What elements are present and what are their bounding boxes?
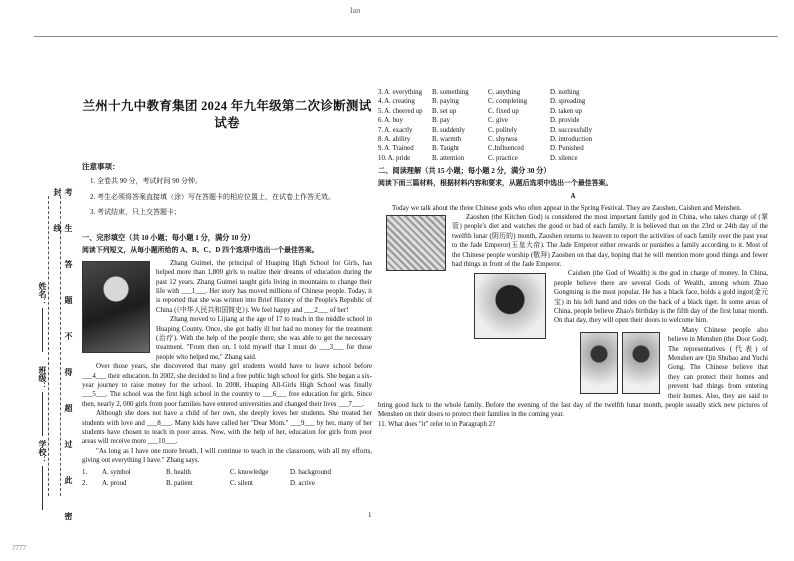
option-d[interactable]: D. background (290, 468, 331, 476)
question-options (378, 116, 768, 125)
option-c[interactable]: C. fixed up (488, 107, 519, 115)
option-c[interactable]: C. knowledge (230, 468, 269, 476)
note-item: 3. 考试结束，只上交答题卡； (90, 208, 181, 217)
question-options (378, 126, 768, 135)
school-label: 学校： (38, 440, 47, 464)
option-a[interactable] (378, 144, 432, 153)
class-label: 班级： (38, 366, 47, 390)
note-item: 1. 全卷共 90 分，考试时间 90 分钟。 (90, 177, 202, 186)
option-b[interactable]: B. health (166, 468, 191, 476)
option-a-text: A. Trained (384, 145, 414, 153)
cloze-paragraph: Over those years, she discovered that many girl students would have to leave school before ___4___ their education. In 2002, she decided to find a free public high school for girls. She began a six-year journey to raise money for the school. In 2008, Huaping All-Girls High School was finally ___5___. The school was the first high school in the country to ___6___ free education for girls. Since then, nearly 2, 000 girls from poor families have entered universities and changed their lives ___7___. (82, 363, 372, 408)
q-number: 5. (378, 107, 384, 115)
option-a-text: A. everything (384, 89, 423, 96)
top-mark: Ian (350, 6, 361, 15)
option-a[interactable] (378, 88, 432, 97)
name-blank[interactable] (42, 308, 43, 352)
option-a-text: A. ability (384, 135, 411, 143)
option-b[interactable]: B. attention (432, 154, 465, 162)
question-options (82, 479, 372, 488)
option-a[interactable]: A. symbol (102, 468, 131, 476)
left-column (82, 98, 372, 488)
option-a[interactable]: A. proud (102, 479, 127, 487)
reading-paragraph: Zaoshen (the Kitchen God) is considered the most important family god in China, who takes charge of (掌管) people's diet and watches the good or bad of each family. It is believed that on the 23rd or 24th day of the twelfth lunar (阴历的) month, Zaoshen returns to heaven to report the activities of each family over the past year to the Jade Emperor(玉皇大帝). The Jade Emperor either rewards or punishes a family according to it. Most of the Chinese people worship (敬拜) Zaoshen on that day, hoping that he will mention more good things and fewer bad things in front of the Jade Emperor. (452, 214, 768, 269)
page-number: 1 (368, 511, 372, 519)
option-d[interactable]: D. spreading (550, 98, 586, 106)
option-a[interactable] (378, 135, 432, 144)
q-number: 6. (378, 117, 384, 125)
q-number: 10. (378, 154, 387, 162)
question-11: 11. What does "it" refer to in Paragraph 2? (378, 420, 496, 428)
cloze-paragraph: Zhang moved to Lijiang at the age of 17 to teach in the middle school in Huaping County. Once, she got badly ill but had no money for the treatment (治疗). With the help of the people there, she was able to get the necessary treatment. "From then on, I told myself that I must do ___3___ for those people who helped me," Zhang said. (156, 316, 372, 361)
right-column (378, 88, 768, 429)
section1-heading: 一、完形填空（共 10 小题；每小题 1 分，满分 10 分） (82, 233, 255, 242)
option-b[interactable]: B. Taught (432, 145, 459, 153)
option-a[interactable] (378, 97, 432, 106)
school-field[interactable] (37, 440, 48, 510)
option-b[interactable]: B. suddenly (432, 126, 465, 134)
cloze-paragraph: Although she does not have a child of her own, she deeply loves her students. She treated her students with love and ___8___. Many kids have called her "Dear Mom." ___9___ by her, many of her students have chosen to teach in poor areas. Now, with the help of her, education for girls from poor areas will receive more ___10___. (82, 410, 372, 446)
option-b[interactable]: B. set up (432, 107, 457, 115)
question-options (378, 135, 768, 144)
kitchen-god-image (386, 215, 446, 271)
question-options (82, 468, 372, 477)
option-b[interactable]: B. pay (432, 117, 450, 125)
question-options (378, 88, 768, 97)
option-d[interactable]: D. nothing (550, 89, 580, 96)
section2-instruction: 阅读下面三篇材料，根据材料内容和要求，从题后选项中选出一个最佳答案。 (378, 179, 613, 187)
option-c[interactable]: C. practice (488, 154, 518, 162)
option-c[interactable]: C. silent (230, 479, 253, 487)
foot-mark: 7777 (12, 544, 26, 552)
option-c[interactable]: C.Influenced (488, 145, 524, 153)
option-c[interactable]: C. politely (488, 126, 518, 134)
option-d[interactable]: D. Punished (550, 145, 584, 153)
option-d[interactable]: D. silence (550, 154, 578, 162)
option-b[interactable]: B. warmth (432, 135, 462, 143)
option-b[interactable]: B. something (432, 89, 469, 96)
option-d[interactable]: D. provide (550, 117, 580, 125)
question-options (378, 144, 768, 153)
class-blank[interactable] (42, 392, 43, 436)
option-a-text: A. pride (387, 154, 411, 162)
option-c[interactable]: C. completing (488, 98, 528, 106)
q-number: 4. (378, 98, 384, 106)
option-c[interactable]: C. give (488, 117, 508, 125)
q-number: 2. (82, 479, 88, 487)
note-item: 2. 考生必须将答案直接填（涂）写在答题卡的相应位置上，在试卷上作答无效。 (90, 192, 335, 201)
class-field[interactable] (37, 366, 48, 436)
option-d[interactable]: D. active (290, 479, 315, 487)
q-number: 7. (378, 126, 384, 134)
binding-strip (0, 36, 78, 546)
option-a-text: A. cheered up (384, 107, 423, 115)
section2-heading: 二、阅读理解（共 15 小题；每小题 2 分，满分 30 分） (378, 167, 551, 176)
option-a[interactable] (378, 154, 432, 163)
option-d[interactable]: D. introduction (550, 135, 593, 143)
door-gods-image (580, 332, 660, 392)
question-options (378, 154, 768, 163)
right-question-list (378, 88, 768, 163)
option-d[interactable]: D. successfully (550, 126, 593, 134)
passage-label: A (570, 193, 576, 201)
reading-paragraph: Caishen (the God of Wealth) is the god in charge of money. In China, people believe there are several Gods of Wealth, among whom Zhao Gongming is the most popular. He has a black face, holds a gold ingot(金元宝) in his left hand and rides on the back of a black tiger. In some areas of China, people believe Zhao's birthday is the fifth day of the first lunar month. On that day, they will open their doors to welcome him. (554, 270, 768, 325)
option-d[interactable]: D. taken up (550, 107, 582, 115)
exam-title: 兰州十九中教育集团 2024 年九年级第二次诊断测试试卷 (82, 99, 372, 130)
q-number: 3. (378, 89, 384, 96)
reading-paragraph: Many Chinese people also believe in Menshen (the Door God). The representatives (代表) of Menshen are Qin Shubao and Yuchi Gong. The Chinese believe that they can protect their homes and prevent bad things from entering their homes. Also, they are said to bring good luck to the whole family. Before the evening of the last day of the twelfth lunar month, people usually stick new pictures of Menshen on their doors to protect their families in the coming year. (378, 326, 768, 419)
option-b[interactable]: B. patient (166, 479, 193, 487)
cloze-paragraph: Zhang Guimei, the principal of Huaping High School for Girls, has helped more than 1,800 girls to realize their dreams of education during the past 12 years. Zhang Guimei taught girls living in mountains to change their life with ___1___. Her story has moved millions of Chinese people. Today, it is reported that she was written into Brief History of the People's Republic of China (《中华人民共和国简史》). We feel happy and ___2___ of her! (156, 259, 372, 314)
notes-heading: 注意事项： (82, 162, 120, 171)
name-field[interactable] (37, 282, 48, 352)
cloze-paragraph: "As long as I have one more breath, I will continue to teach in the classroom, with all my efforts, giving out everything I have." Zhang says. (82, 447, 372, 465)
q-number: 8. (378, 135, 384, 143)
zhang-guimei-photo (82, 261, 150, 353)
option-a[interactable] (378, 116, 432, 125)
option-a-text: A. exactly (384, 126, 413, 134)
option-a-text: A. creating (384, 98, 415, 106)
option-a[interactable] (378, 126, 432, 135)
option-b[interactable]: B. paying (432, 98, 459, 106)
q-number: 9. (378, 145, 384, 153)
question-options (378, 97, 768, 106)
reading-paragraph: Today we talk about the three Chinese gods who often appear in the Spring Festival. They are Zaoshen, Caishen and Menshen. (392, 204, 742, 212)
option-c[interactable]: C. anything (488, 89, 521, 96)
name-label: 姓名： (38, 282, 47, 306)
option-a-text: A. buy (384, 117, 403, 125)
q-number: 1. (82, 468, 88, 476)
section1-instruction: 阅读下列短文，从每小题所给的 A、B、C、D 四个选项中选出一个最佳答案。 (82, 246, 319, 254)
god-of-wealth-image (474, 273, 546, 339)
option-a[interactable] (378, 107, 432, 116)
seal-warning: 考 生 答 题 不 得 超 过 此 密 封 线 (53, 188, 73, 533)
question-options (378, 107, 768, 116)
option-c[interactable]: C. shyness (488, 135, 518, 143)
school-blank[interactable] (42, 466, 43, 510)
seal-line (48, 196, 49, 496)
